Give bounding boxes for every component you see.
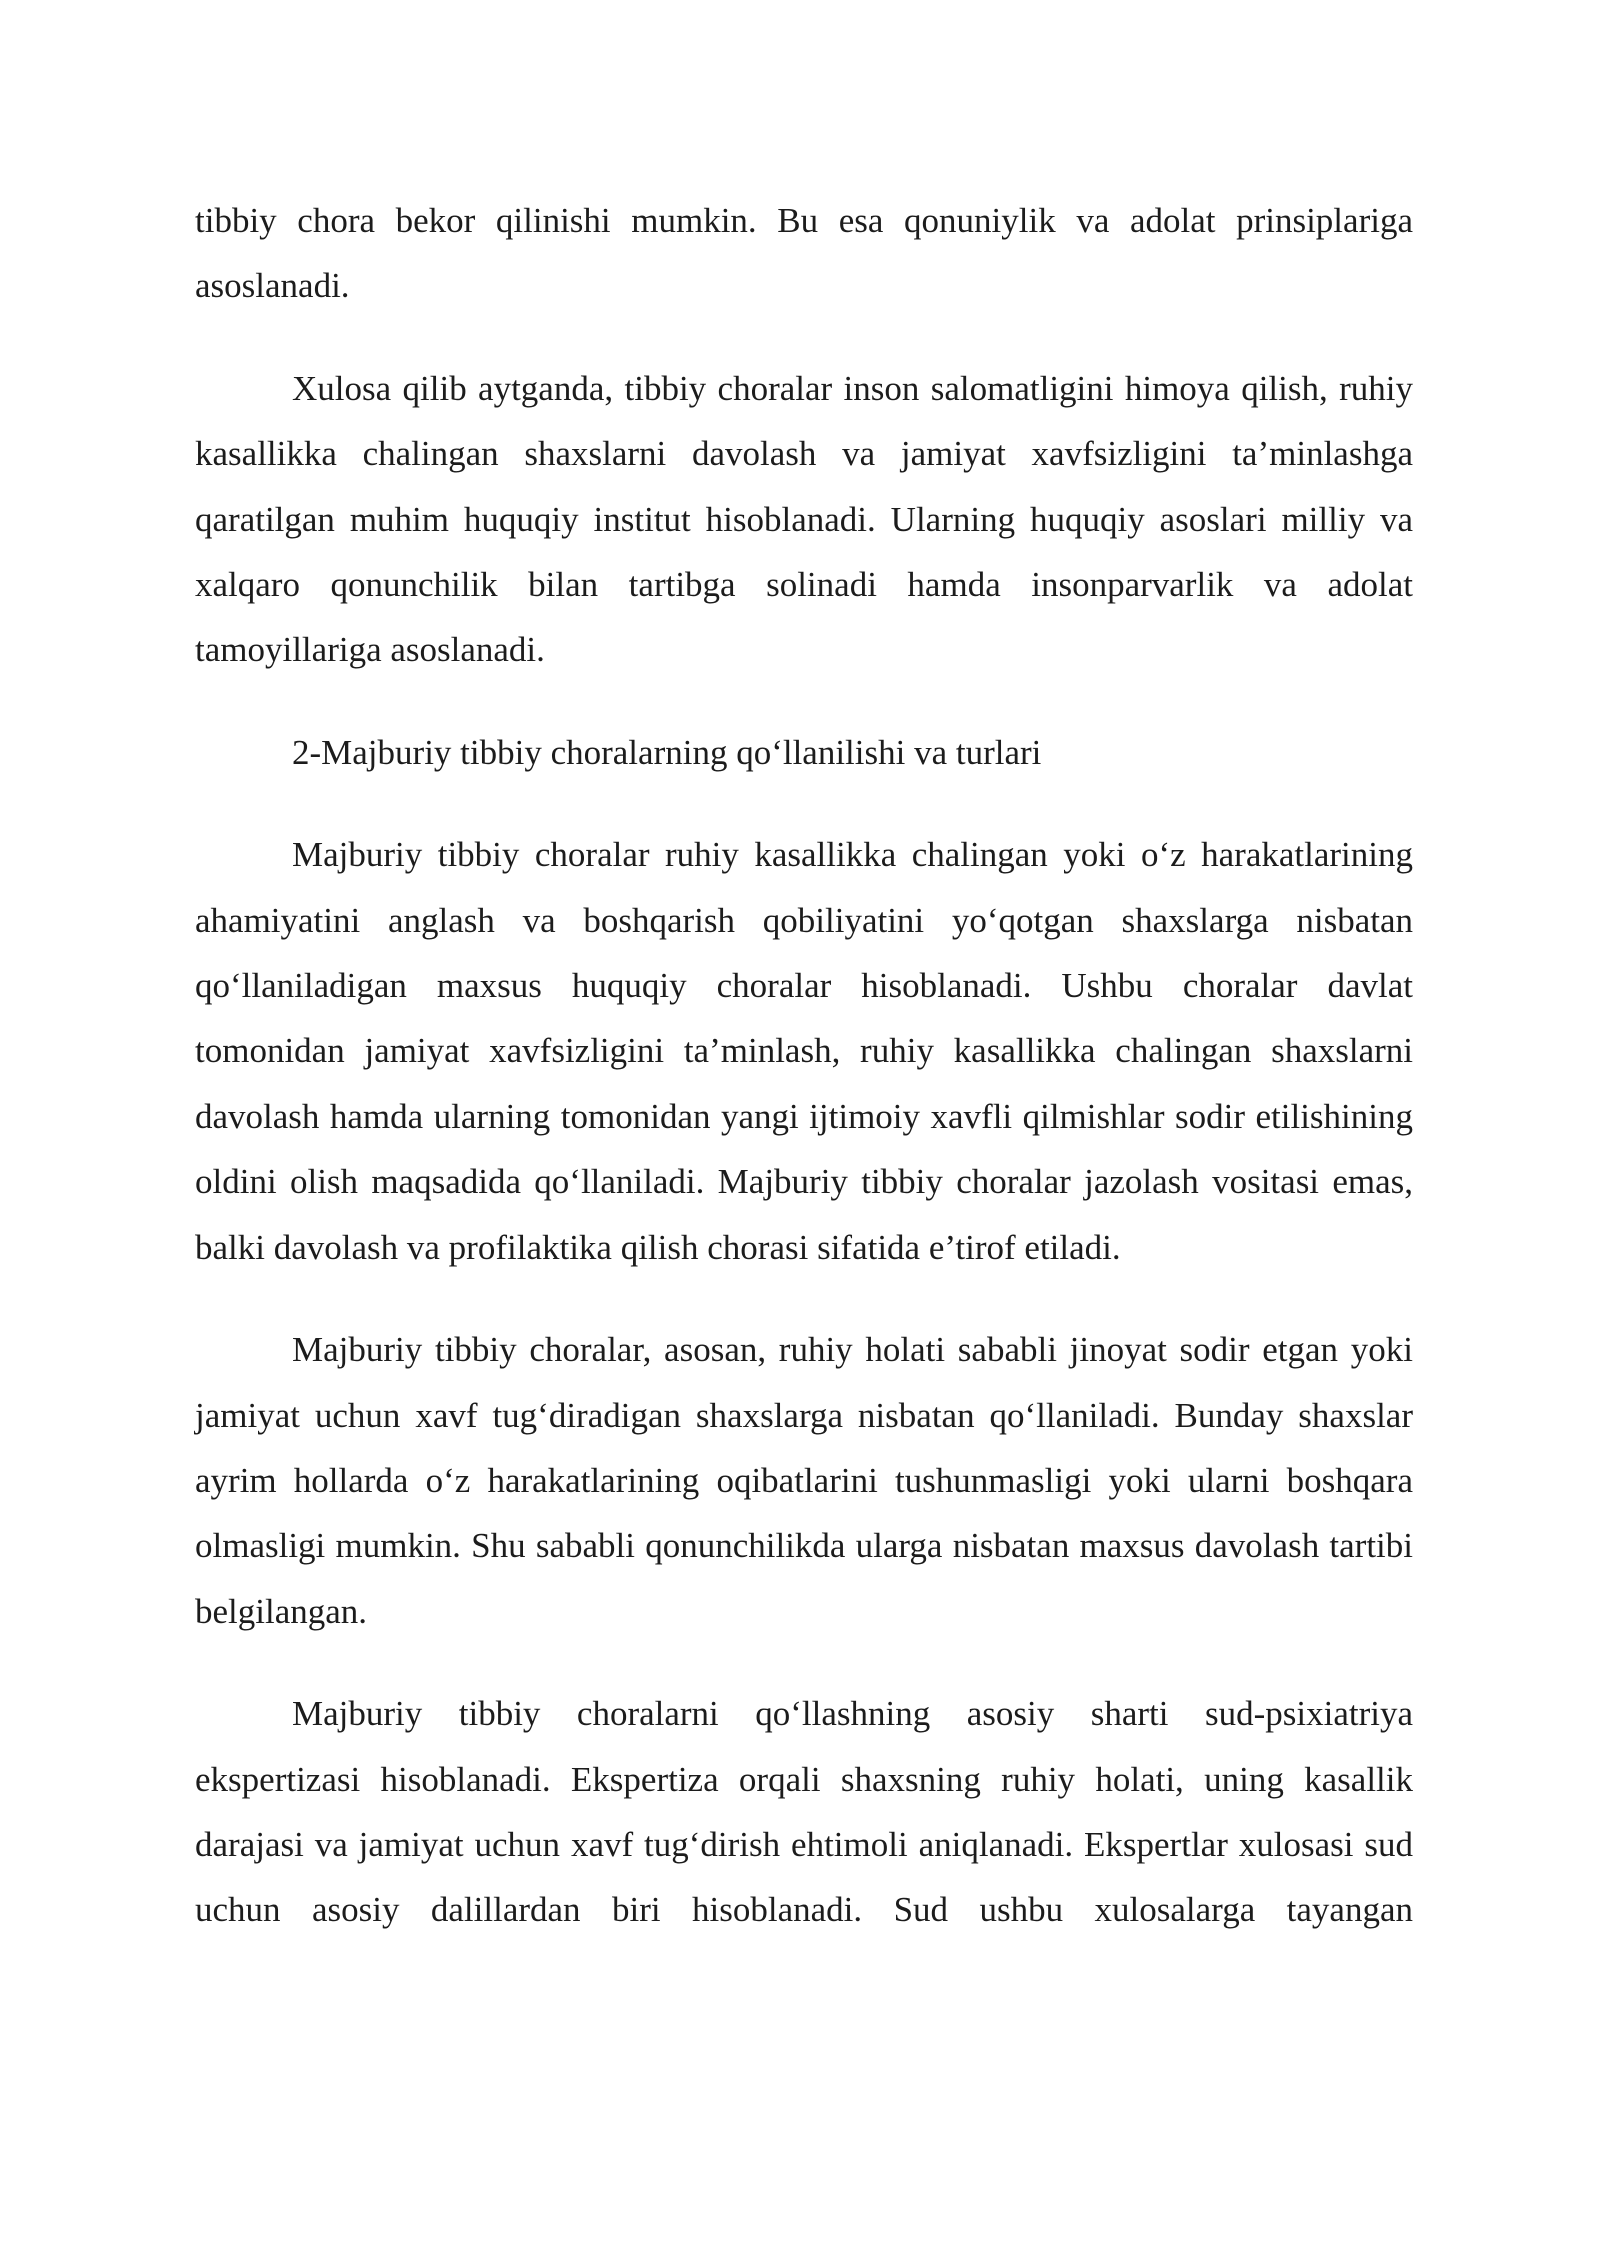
paragraph-expertise: Majburiy tibbiy choralarni qo‘llashning asosiy sharti sud-psixiatriya ekspertizasi hisoblanadi. Ekspertiza orqali shaxsning ruhiy holati, uning kasallik darajasi va jamiyat uchun xavf tug‘dirish ehtimoli aniqlanadi. Ekspertlar xulosasi sud uchun asosiy dalillardan biri hisoblanadi. Sud ushbu xulosalarga tayangan: [195, 1694, 1413, 1930]
document-page: [195, 188, 1413, 1980]
paragraph-conclusion: Xulosa qilib aytganda, tibbiy choralar inson salomatligini himoya qilish, ruhiy kasallikka chalingan shaxslarni davolash va jamiyat xavfsizligini ta’minlashga qaratilgan muhim huquqiy institut hisoblanadi. Ularning huquqiy asoslari milliy va xalqaro qonunchilik bilan tartibga solinadi hamda insonparvarlik va adolat tamoyillariga asoslanadi.: [195, 368, 1413, 670]
paragraph-continuation: tibbiy chora bekor qilinishi mumkin. Bu esa qonuniylik va adolat prinsiplariga asoslanadi.: [195, 201, 1413, 306]
paragraph-definition: Majburiy tibbiy choralar ruhiy kasallikka chalingan yoki o‘z harakatlarining ahamiyatini anglash va boshqarish qobiliyatini yo‘qotgan shaxslarga nisbatan qo‘llaniladigan maxsus huquqiy choralar hisoblanadi. Ushbu choralar davlat tomonidan jamiyat xavfsizligini ta’minlash, ruhiy kasallikka chalingan shaxslarni davolash hamda ularning tomonidan yangi ijtimoiy xavfli qilmishlar sodir etilishining oldini olish maqsadida qo‘llaniladi. Majburiy tibbiy choralar jazolash vositasi emas, balki davolash va profilaktika qilish chorasi sifatida e’tirof etiladi.: [195, 835, 1413, 1267]
section-heading: 2-Majburiy tibbiy choralarning qo‘llanilishi va turlari: [292, 732, 1042, 772]
paragraph-application: Majburiy tibbiy choralar, asosan, ruhiy holati sababli jinoyat sodir etgan yoki jamiyat uchun xavf tug‘diradigan shaxslarga nisbatan qo‘llaniladi. Bunday shaxslar ayrim hollarda o‘z harakatlarining oqibatlarini tushunmasligi yoki ularni boshqara olmasligi mumkin. Shu sababli qonunchilikda ularga nisbatan maxsus davolash tartibi belgilangan.: [195, 1330, 1413, 1631]
